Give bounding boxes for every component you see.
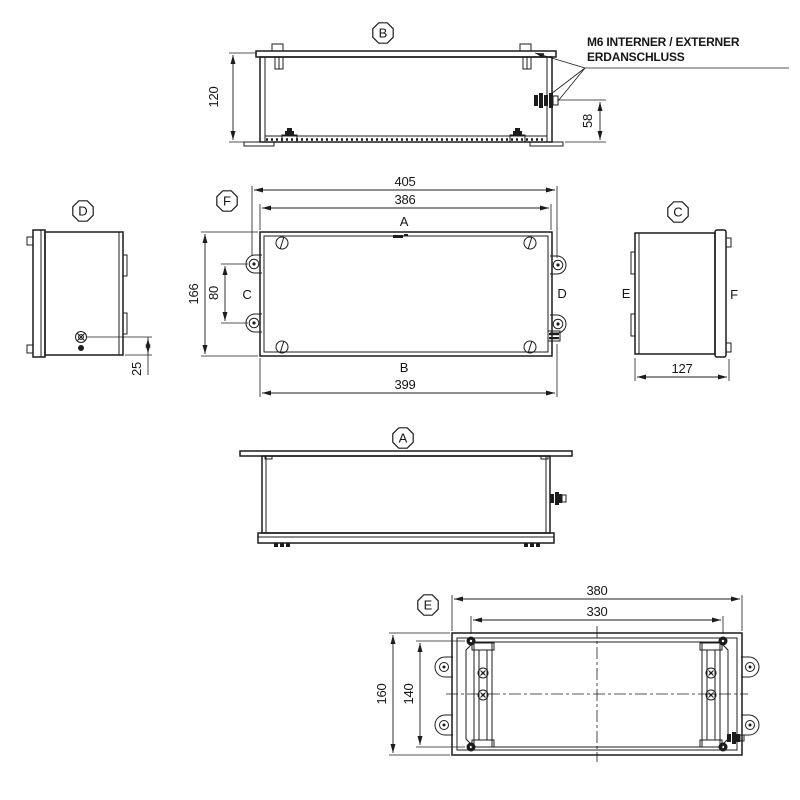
earth-annotation-line2: ERDANSCHLUSS [587,50,685,64]
mounting-rail-right [700,643,722,747]
earth-annotation-line1: M6 INTERNER / EXTERNER [587,35,740,49]
dim-120 [206,53,257,142]
view-label-f [217,191,237,211]
earth-annotation [535,35,789,101]
view-label-c [668,202,688,222]
view-b-label: B [378,25,388,41]
lug-top-left-e [435,657,453,677]
cover-screws [276,237,536,353]
earth-stud-a [550,492,566,505]
dim-58 [558,100,606,142]
view-label-e [418,595,438,615]
view-d-label: D [78,203,88,219]
enclosure-front [260,232,552,356]
dim-140-value: 140 [401,683,416,705]
face-letter-b: B [399,360,409,375]
view-label-d [73,201,93,221]
view-c-side [622,202,738,381]
face-letter-c: C [242,287,252,302]
earth-screw-d [76,332,87,352]
dim-386-value: 386 [394,192,416,207]
dim-405-value: 405 [394,174,416,189]
flange-tab-top [27,237,33,245]
face-letter-a: A [399,214,409,229]
view-a-label: A [398,430,408,446]
bottom-rail-a [258,533,554,543]
earth-stud-b [534,93,558,108]
face-letter-d: D [557,286,567,301]
view-e-label: E [423,597,433,613]
mounting-rail-left [472,643,494,747]
foot-right-a [524,543,540,547]
face-letter-e: E [621,286,631,301]
flange-tab-bottom [27,345,33,353]
lug-top-right-e [741,657,759,677]
dim-80-value: 80 [206,285,221,301]
dim-127-value: 127 [671,361,693,376]
face-letter-f: F [730,287,738,302]
lug-bottom-left-e [435,715,453,735]
dim-160-value: 160 [374,683,389,705]
view-d-side [27,201,152,376]
flange-c [715,230,726,357]
dim-25-value: 25 [129,361,144,377]
view-f-label: F [223,193,231,209]
view-label-a [393,428,413,448]
view-e-bottom [374,583,759,762]
foot-left [282,128,297,142]
dim-127 [635,358,729,381]
dim-120-value: 120 [206,86,221,108]
leader-to-stud-2 [558,68,585,101]
flange-d [33,230,45,357]
view-a-side [240,428,572,547]
foot-left-a [274,543,290,547]
view-f-front [186,174,567,397]
dim-380-value: 380 [586,583,608,598]
enclosure-body-b [260,57,552,142]
dim-166-value: 166 [186,283,201,305]
view-c-label: C [673,204,683,220]
leader-to-stud-1 [551,68,585,94]
leader-to-clamp [535,53,585,68]
dim-330-value: 330 [586,604,608,619]
body-a [262,456,550,533]
dim-399-value: 399 [394,377,416,392]
brand-logo [393,234,408,238]
view-label-b [373,23,393,43]
body-d [45,232,123,355]
lid-edge [256,51,556,57]
dim-58-value: 58 [580,113,595,129]
view-b-side [206,23,606,146]
lug-bottom-right-e [741,715,759,735]
body-c [635,233,715,354]
